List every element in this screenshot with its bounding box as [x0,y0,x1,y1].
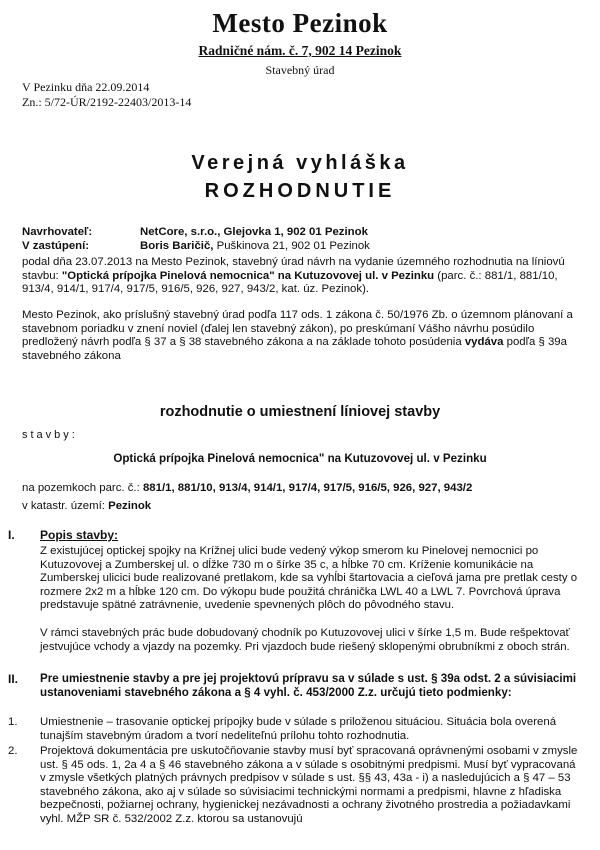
construction-label: stavby: [22,429,78,441]
cadastre-prefix: v katastr. území: [22,500,109,512]
town-address-text: Radničné nám. č. 7, 902 14 Pezinok [198,43,402,58]
town-address [0,43,600,59]
office-name: Stavebný úrad [265,63,335,77]
condition-2-number: 2. [8,745,18,757]
representative-address: Puškinova 21, 902 01 Pezinok [213,240,370,252]
project-name: Optická prípojka Pinelová nemocnica" na Kutuzovovej ul. v Pezinku [113,452,487,465]
intro-p2-end: podľa § 39a stavebného zákona [22,336,567,362]
reference-number: Zn.: 5/72-ÚR/2192-22403/2013-14 [22,95,192,109]
section-II-heading: Pre umiestnenie stavby a pre jej projektovú prípravu sa v súlade s ust. § 39a odst. 2 a súvisiacimi ustanoveniami stavebného zákona a § 4 vyhl. č. 453/2000 Z.z. určujú tieto podmienky: [40,672,577,699]
town-title: Mesto Pezinok [212,8,388,38]
decision-subheading: rozhodnutie o umiestnení líniovej stavby [159,404,441,420]
intro-p1-project: "Optická prípojka Pinelová nemocnica" na Kutuzovovej ul. v Pezinku [61,269,435,282]
parcels-line [22,482,472,494]
intro-p2-bold: vydáva [464,336,504,349]
parcels-prefix: na pozemkoch parc. č.: [22,482,143,494]
cadastre-value: Pezinok [108,500,152,512]
condition-2-text: Projektová dokumentácia pre uskutočňovanie stavby musí byť spracovaná oprávnenými osobami v zmysle ust. § 45 ods. 1, 2a 4 a § 46 stavebného zákona a v súlade s osobitnými predpismi. Musí byť vypracovaná v zmysle všetkých platných právnych predpisov v súlade s ust. §§ 43, 43a - i) a nasledujúcich a § 47 – 53 stavebného zákona, ako aj v súlade so súvisiacimi technickými normami a predpismi, hlavne z hľadiska bezpečnosti, požiarnej ochrany, hygienickej nezávadnosti a ochrany životného prostredia a požiadavkami vyhl. MŽP SR č. 532/2002 Z.z. ktorou sa ustanovujú [40,745,578,825]
applicant-label: Navrhovateľ: [22,226,93,238]
condition-1-text: Umiestnenie – trasovanie optickej prípojky bude v súlade s priloženou situáciou. Situácia bola overená tunajším stavebným úradom a tvorí nedeliteľnú prílohu tohto rozhodnutia. [40,716,557,742]
applicant-value: NetCore, s.r.o., Glejovka 1, 902 01 Pezinok [140,226,368,238]
section-I-text-2: V rámci stavebných prác bude dobudovaný chodník po Kutuzovovej ulici v šírke 1,5 m. Bude rešpektovať jestvujúce vchody a vjazdy na pozemky. Pri vjazdoch bude riešený sklopenými obrubníkmi z oboch strán. [40,627,570,653]
public-notice-heading: Verejná vyhláška [191,152,409,174]
intro-p2-start: Mesto Pezinok, ako príslušný stavebný úrad podľa 117 ods. 1 zákona č. 50/1976 Zb. o územnom plánovaní a stavebnom poriadku v znení noviel (ďalej len stavebný zákon), po preskúmaní Vášho návrhu posúdilo predložený návrh podľa § 37 a § 38 stavebného zákona a na základe tohoto posúdenia [22,309,573,349]
decision-heading: ROZHODNUTIE [204,180,396,202]
representative-label: V zastúpení: [22,240,90,252]
date-line: V Pezinku dňa 22.09.2014 [22,80,150,94]
representative-name: Boris Baričič, [140,240,214,252]
intro-p1-start: podal dňa 23.07.2013 na Mesto Pezinok, stavebný úrad návrh na vydanie územného rozhodnutia na líniovú stavbu: [22,256,565,282]
section-I-heading: Popis stavby: [40,528,119,542]
representative-value [140,240,370,254]
intro-paragraph-1 [22,256,584,297]
section-I-text-1: Z existujúcej optickej spojky na Krížnej ulici bude vedený výkop smerom ku Pinelovej nemocnici po Kutuzovovej a Zumberskej ul. o dĺžke 730 m o šírke 35 c, a hĺbke 70 cm. Kríženie komunikácie na Zumberskej ulicici bude realizované pretlakom, kde sa vyhĺbi štartovacia a cieľová jama pre pretlak cesty o rozmere 2x2 m a hĺbke 120 cm. Do výkopu bude použitá chránička LWL 40 a LWL 7. Povrchová úprava predstavuje spätné zatrávnenie, uvedenie spevnených plôch do pôvodného stavu. [40,545,578,612]
section-II-numeral: II. [8,672,19,686]
section-I-numeral: I. [8,528,15,542]
parcels-list: 881/1, 881/10, 913/4, 914/1, 917/4, 917/5, 916/5, 926, 927, 943/2 [142,482,473,494]
intro-paragraph-2 [22,309,584,363]
cadastre-line [22,500,151,512]
condition-1-number: 1. [8,716,18,728]
intro-p1-end: (parc. č.: 881/1, 881/10, 913/4, 914/1, 917/4, 917/5, 916/5, 926, 927, 943/2, kat. úz. Pezinok). [22,269,558,296]
